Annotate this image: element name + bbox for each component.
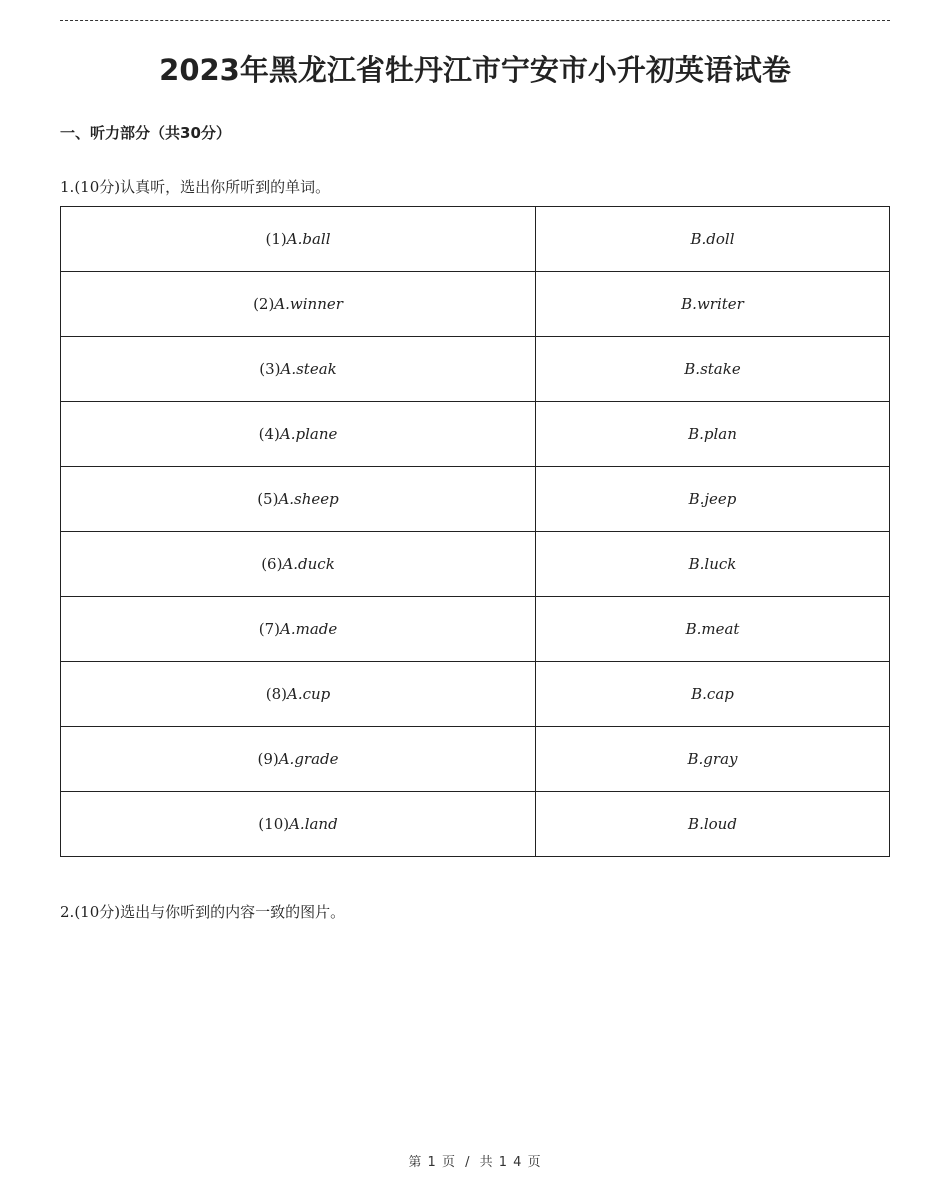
- option-a-cell: [61, 597, 536, 662]
- option-a: A.duck: [282, 555, 335, 573]
- option-a: A.steak: [280, 360, 337, 378]
- option-b-cell: [536, 727, 890, 792]
- table-row: [61, 467, 890, 532]
- option-b: B.cap: [691, 685, 734, 703]
- table-row: [61, 597, 890, 662]
- item-number: (9): [257, 750, 279, 768]
- option-a-cell: [61, 467, 536, 532]
- item-number: (7): [258, 620, 280, 638]
- option-b-cell: [536, 532, 890, 597]
- question-1-text: 认真听，选出你所听到的单词。: [120, 178, 331, 196]
- question-2-score: (10分): [74, 903, 121, 921]
- option-b-cell: [536, 207, 890, 272]
- option-b: B.doll: [690, 230, 735, 248]
- page-title: 2023年黑龙江省牡丹江市宁安市小升初英语试卷: [159, 53, 791, 87]
- option-b: B.jeep: [688, 490, 737, 508]
- options-table: [60, 206, 890, 857]
- option-a: A.cup: [286, 685, 331, 703]
- question-2-text: 选出与你听到的内容一致的图片。: [120, 903, 346, 921]
- item-number: (6): [261, 555, 283, 573]
- option-b: B.writer: [681, 295, 744, 313]
- question-2-number: 2.: [60, 903, 75, 921]
- table-row: [61, 337, 890, 402]
- option-b-cell: [536, 337, 890, 402]
- option-b: B.meat: [685, 620, 740, 638]
- option-b: B.stake: [684, 360, 741, 378]
- question-1-number: 1.: [60, 178, 75, 196]
- section-heading: 一、听力部分（共30分）: [60, 124, 231, 142]
- page-footer: [0, 1151, 950, 1170]
- table-row: [61, 532, 890, 597]
- option-a-cell: [61, 727, 536, 792]
- question-2: [60, 901, 345, 922]
- option-a-cell: [61, 792, 536, 857]
- option-b-cell: [536, 792, 890, 857]
- option-a: A.land: [289, 815, 338, 833]
- table-row: [61, 727, 890, 792]
- page-separator: /: [465, 1155, 471, 1170]
- table-row: [61, 662, 890, 727]
- item-number: (5): [257, 490, 279, 508]
- item-number: (3): [259, 360, 281, 378]
- option-b-cell: [536, 402, 890, 467]
- table-row: [61, 272, 890, 337]
- top-dashed-rule: [60, 20, 890, 21]
- option-b: B.luck: [688, 555, 737, 573]
- option-a-cell: [61, 662, 536, 727]
- item-number: (10): [258, 815, 290, 833]
- item-number: (8): [265, 685, 287, 703]
- option-a: A.winner: [274, 295, 343, 313]
- option-b-cell: [536, 597, 890, 662]
- option-b: B.loud: [688, 815, 737, 833]
- option-a-cell: [61, 402, 536, 467]
- item-number: (2): [253, 295, 275, 313]
- question-1-score: (10分): [74, 178, 121, 196]
- table-row: [61, 792, 890, 857]
- option-a-cell: [61, 532, 536, 597]
- option-a-cell: [61, 272, 536, 337]
- table-row: [61, 207, 890, 272]
- page-total: 共 1 4 页: [479, 1155, 542, 1170]
- option-a-cell: [61, 207, 536, 272]
- option-b-cell: [536, 662, 890, 727]
- item-number: (1): [265, 230, 287, 248]
- question-1: [60, 176, 330, 197]
- option-b-cell: [536, 467, 890, 532]
- option-a-cell: [61, 337, 536, 402]
- option-b-cell: [536, 272, 890, 337]
- item-number: (4): [258, 425, 280, 443]
- option-a: A.grade: [278, 750, 339, 768]
- option-a: A.made: [280, 620, 338, 638]
- option-a: A.plane: [279, 425, 338, 443]
- option-a: A.ball: [286, 230, 331, 248]
- table-row: [61, 402, 890, 467]
- option-a: A.sheep: [278, 490, 339, 508]
- page-number: 第 1 页: [408, 1155, 456, 1170]
- option-b: B.gray: [687, 750, 738, 768]
- option-b: B.plan: [688, 425, 737, 443]
